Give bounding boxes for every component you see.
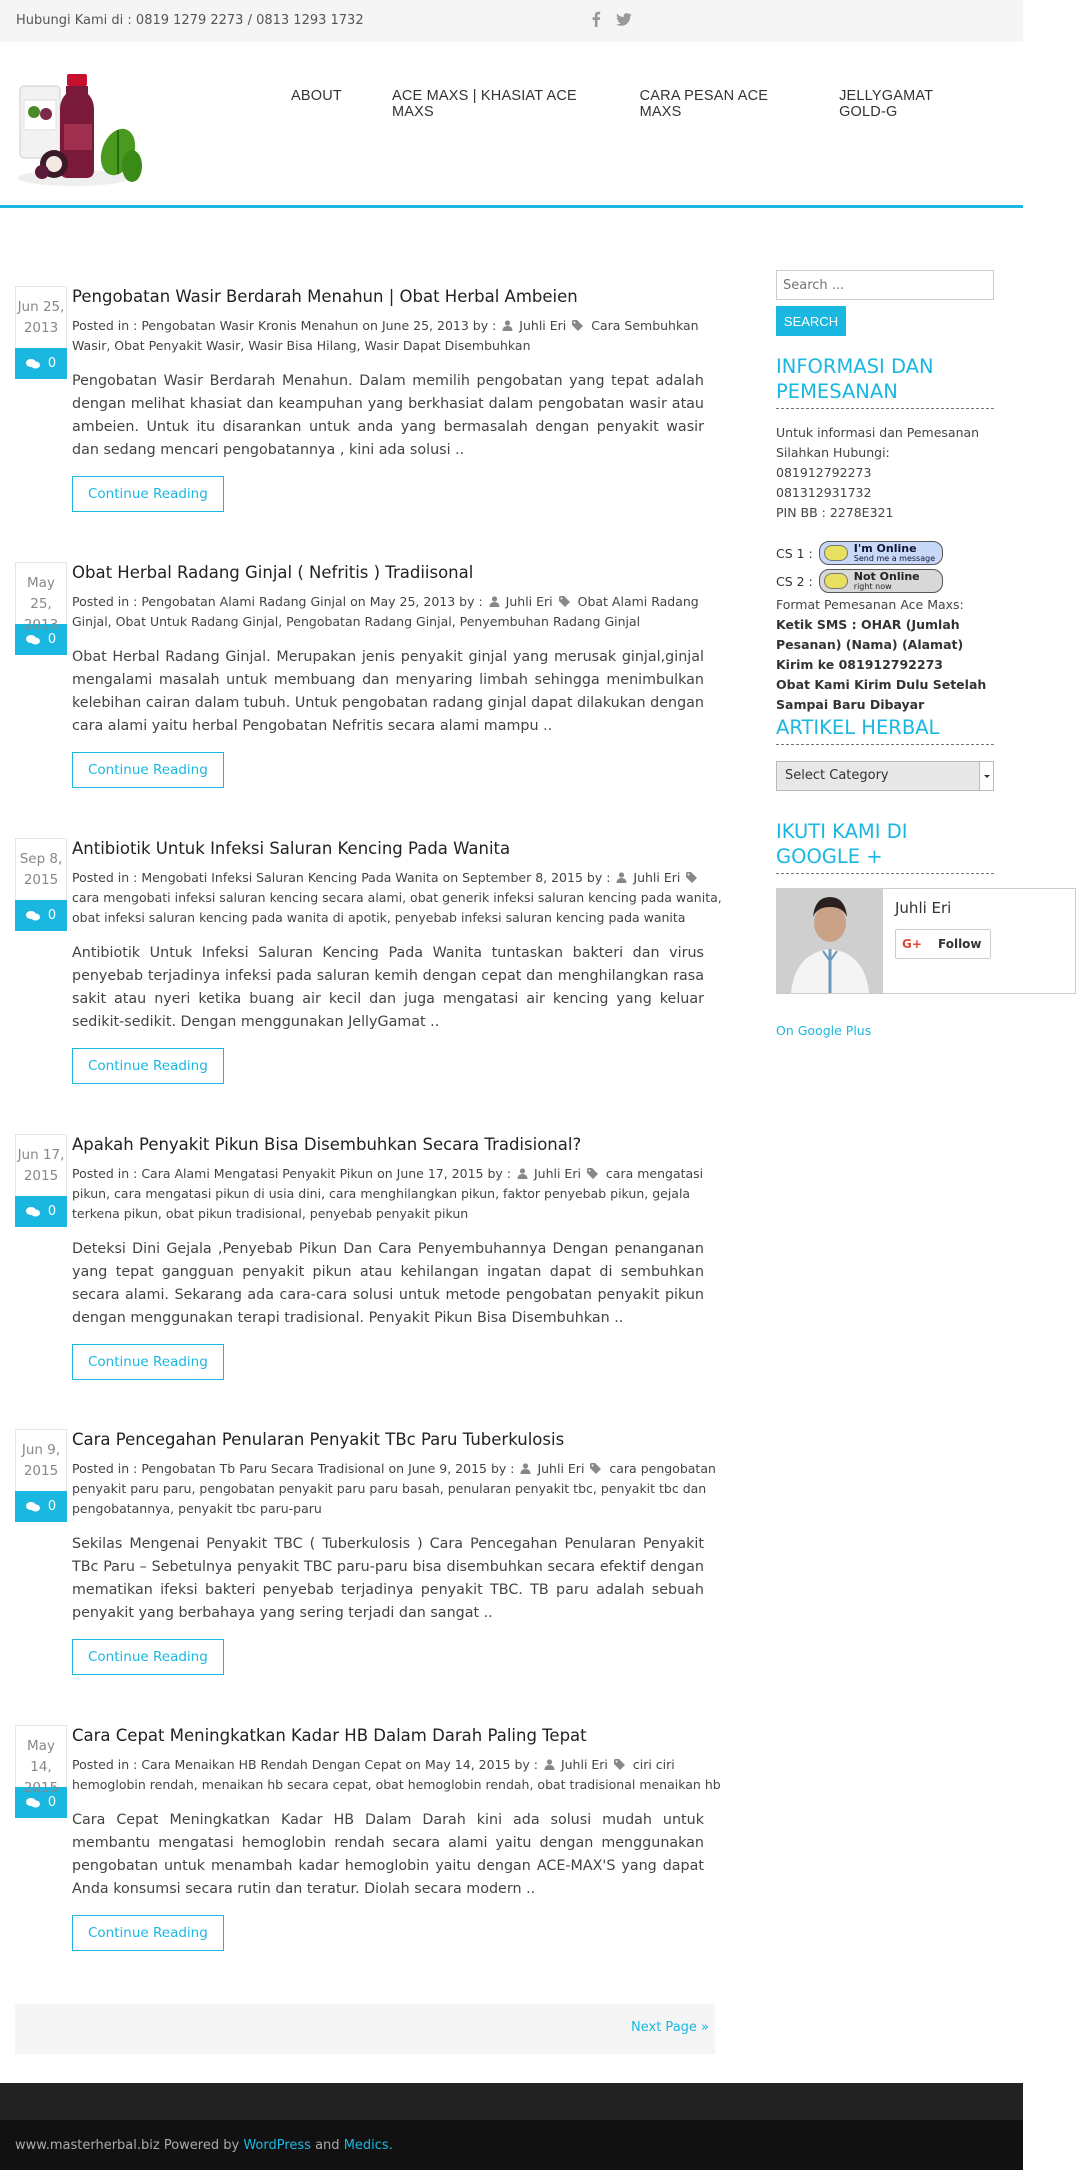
comment-count[interactable]: 0 [15,1491,67,1522]
artikel-widget-title: ARTIKEL HERBAL [776,715,994,745]
footer-credits: www.masterherbal.biz Powered by WordPress and Medics. [15,2138,393,2153]
comment-icon [26,358,40,370]
post-meta: Posted in : Pengobatan Tb Paru Secara Tradisional on June 9, 2015 by : Juhli Eri cara pengobatan penyakit paru paru, pengobatan penyakit paru paru basah, penularan penyakit tbc, penyakit tbc dan pengobatannya, penyakit tbc paru-paru [72,1461,716,1516]
post-excerpt: Deteksi Dini Gejala ,Penyebab Pikun Dan Cara Penyembuhannya Dengan penanganan yang tepat gangguan penyakit pikun atau kehilangan ingatan dapat di sembuhkan secara alami. Sekarang ada cara-cara solusi untuk metode pengobatan penyakit pikun dengan menggunakan terapi tradisional. Penyakit Pikun Bisa Disembuhkan .. [72,1241,704,1326]
user-icon [616,872,627,883]
post-meta: Posted in : Pengobatan Alami Radang Ginjal on May 25, 2013 by : Juhli Eri Obat Alami Radang Ginjal, Obat Untuk Radang Ginjal, Pengobatan Radang Ginjal, Penyembuhan Radang Ginjal [72,594,699,629]
post-date-box [15,1429,67,1522]
comment-icon [26,634,40,646]
avatar [777,889,883,993]
site-footer [0,2120,1023,2170]
post-date: Jun 17, 2015 [15,1134,67,1196]
post-author[interactable]: Juhli Eri [633,870,681,885]
post-tags[interactable]: cara mengatasi pikun, cara mengatasi pikun di usia dini, cara menghilangkan pikun, faktor penyebab pikun, gejala terkena pikun, obat pikun tradisional, penyebab penyakit pikun [72,1166,704,1221]
post-date-box [15,286,67,379]
cs1-row: CS 1 : I'm Online Send me a message [776,541,1076,565]
post-excerpt: Antibiotik Untuk Infeksi Saluran Kencing Pada Wanita tuntaskan bakteri dan virus penyebab terjadinya infeksi pada saluran kemih dengan cepat dan menghilangkan rasa sakit atau nyeri ketika buang air kecil dan juga mengatasi air kencing yang keluar sedikit-sedikit. Dengan menggunakan JellyGamat .. [72,945,704,1030]
post-title[interactable]: Antibiotik Untuk Infeksi Saluran Kencing Pada Wanita [72,839,511,858]
format-title: Format Pemesanan Ace Maxs: [776,597,964,612]
nav-jellygamat[interactable]: JELLYGAMAT GOLD-G [839,88,933,120]
continue-reading-button[interactable]: Continue Reading [72,1048,224,1084]
comment-count[interactable]: 0 [15,1787,67,1818]
user-icon [489,596,500,607]
comment-icon [26,1206,40,1218]
comment-count[interactable]: 0 [15,900,67,931]
tag-icon [590,1463,603,1474]
post-author[interactable]: Juhli Eri [505,594,553,609]
post-title[interactable]: Cara Cepat Meningkatkan Kadar HB Dalam Darah Paling Tepat [72,1726,587,1745]
post-excerpt: Pengobatan Wasir Berdarah Menahun. Dalam memilih pengobatan yang tepat adalah dengan melihat khasiat dan keampuhan yang berkhasiat dalam pengobatan wasir atau ambeien. Untuk itu disarankan untuk anda yang bermasalah dengan penyakit wasir dan sedang mencari pengobatannya , kini ada solusi .. [72,373,704,458]
site-logo[interactable] [14,60,144,188]
site-header [0,42,1023,208]
post-excerpt: Cara Cepat Meningkatkan Kadar HB Dalam Darah kini ada solusi mudah untuk membantu mengatasi hemoglobin rendah secara alami yaitu dengan menggunakan pengobatan untuk menambah kadar hemoglobin yaitu dengan ACE-MAX'S yang dapat Anda konsumsi secara rutin dan teratur. Diolah secara modern .. [72,1812,704,1897]
contact-info: Hubungi Kami di : 0819 1279 2273 / 0813 1293 1732 [16,13,364,28]
post-author[interactable]: Juhli Eri [560,1757,608,1772]
post-author[interactable]: Juhli Eri [533,1166,581,1181]
continue-reading-button[interactable]: Continue Reading [72,476,224,512]
footer-widgets [0,2083,1023,2120]
post-date: May 14, 2015 [15,1725,67,1787]
post-date: Jun 9, 2015 [15,1429,67,1491]
post-tags[interactable]: ciri ciri hemoglobin rendah, menaikan hb secara cepat, obat hemoglobin rendah, obat tradisional menaikan hb [72,1757,721,1792]
gplus-follow-button[interactable]: G+ Follow [895,929,991,959]
info-widget-title: INFORMASI DAN PEMESANAN [776,354,994,409]
continue-reading-button[interactable]: Continue Reading [72,752,224,788]
on-google-plus-link[interactable]: On Google Plus [776,1023,872,1038]
comment-icon [26,910,40,922]
post-date-box [15,1134,67,1227]
post-category[interactable]: Cara Menaikan HB Rendah Dengan Cepat [141,1757,402,1772]
social-links [588,11,632,27]
comment-count[interactable]: 0 [15,348,67,379]
user-icon [544,1759,555,1770]
pagination [15,2004,715,2054]
post-date: May 25, 2013 [15,562,67,624]
post-meta: Posted in : Pengobatan Wasir Kronis Menahun on June 25, 2013 by : Juhli Eri Cara Sembuhkan Wasir, Obat Penyakit Wasir, Wasir Bisa Hilang, Wasir Dapat Disembuhkan [72,318,699,353]
tag-icon [559,596,572,607]
format-text: Ketik SMS : OHAR (Jumlah Pesanan) (Nama) (Alamat) Kirim ke 081912792273 Obat Kami Kirim Dulu Setelah Sampai Baru Dibayar [776,617,987,712]
medics-link[interactable]: Medics. [343,2138,393,2153]
nav-ace-maxs[interactable]: ACE MAXS | KHASIAT ACE MAXS [391,88,577,120]
post-tags[interactable]: Cara Sembuhkan Wasir, Obat Penyakit Wasir, Wasir Bisa Hilang, Wasir Dapat Disembuhkan [72,318,699,353]
category-select[interactable]: Select Category [776,761,994,791]
comment-icon [26,1501,40,1513]
tag-icon [614,1759,627,1770]
comment-icon [26,1797,40,1809]
main-nav [291,88,1023,120]
twitter-icon[interactable] [616,11,632,27]
post-tags[interactable]: Obat Alami Radang Ginjal, Obat Untuk Radang Ginjal, Pengobatan Radang Ginjal, Penyembuhan Radang Ginjal [72,594,699,629]
post-date: Jun 25, 2013 [15,286,67,348]
post-author[interactable]: Juhli Eri [537,1461,585,1476]
post-date-box [15,562,67,655]
post-meta: Posted in : Cara Alami Mengatasi Penyakit Pikun on June 17, 2015 by : Juhli Eri cara mengatasi pikun, cara mengatasi pikun di usia dini, cara menghilangkan pikun, faktor penyebab pikun, gejala terkena pikun, obat pikun tradisional, penyebab penyakit pikun [72,1166,704,1221]
top-bar [0,0,1023,42]
messenger-icon [824,573,848,589]
post-title[interactable]: Cara Pencegahan Penularan Penyakit TBc Paru Tuberkulosis [72,1430,565,1449]
sidebar [776,270,1076,1039]
google-plus-icon: G+ [902,937,922,951]
comment-count[interactable]: 0 [15,1196,67,1227]
user-icon [520,1463,531,1474]
post-category[interactable]: Mengobati Infeksi Saluran Kencing Pada Wanita [141,870,439,885]
continue-reading-button[interactable]: Continue Reading [72,1344,224,1380]
post-date-box [15,838,67,931]
cs2-status-badge[interactable]: Not Online right now [819,569,943,593]
facebook-icon[interactable] [588,11,604,27]
dropdown-arrow-icon [979,762,993,790]
post-tags[interactable]: cara pengobatan penyakit paru paru, pengobatan penyakit paru paru basah, penularan penyakit tbc, penyakit tbc dan pengobatannya, penyakit tbc paru-paru [72,1461,716,1516]
nav-cara-pesan[interactable]: CARA PESAN ACE MAXS [639,88,769,120]
post-title[interactable]: Pengobatan Wasir Berdarah Menahun | Obat Herbal Ambeien [72,287,578,306]
next-page-link[interactable]: Next Page » [631,2020,709,2035]
post-tags[interactable]: cara mengobati infeksi saluran kencing secara alami, obat generik infeksi saluran kencing pada wanita, obat infeksi saluran kencing pada wanita di apotik, penyebab infeksi saluran kencing pada wanita [72,890,722,925]
continue-reading-button[interactable]: Continue Reading [72,1639,224,1675]
wordpress-link[interactable]: WordPress [243,2138,311,2153]
post-category[interactable]: Pengobatan Wasir Kronis Menahun [141,318,359,333]
user-icon [502,320,513,331]
post-meta: Posted in : Cara Menaikan HB Rendah Dengan Cepat on May 14, 2015 by : Juhli Eri ciri ciri hemoglobin rendah, menaikan hb secara cepat, obat hemoglobin rendah, obat tradisional menaikan hb [72,1757,721,1792]
tag-icon [572,320,585,331]
cs2-row: CS 2 : Not Online right now [776,569,1076,593]
post-author[interactable]: Juhli Eri [519,318,567,333]
post-date: Sep 8, 2015 [15,838,67,900]
post-excerpt: Sekilas Mengenai Penyakit TBC ( Tuberkulosis ) Cara Pencegahan Penularan Penyakit TBc Paru – Sebetulnya penyakit TBC paru-paru bisa disembuhkan secara efektif dengan mematikan ifeksi bakteri penyebab terjadinya penyakit TBC. TB paru adalah sebuah penyakit yang berbahaya yang sering terjadi dan sangat .. [72,1536,704,1621]
post-category[interactable]: Cara Alami Mengatasi Penyakit Pikun [141,1166,374,1181]
nav-about[interactable]: ABOUT [291,88,342,104]
post-title[interactable]: Apakah Penyakit Pikun Bisa Disembuhkan Secara Tradisional? [72,1135,582,1154]
search-button[interactable]: SEARCH [776,306,846,336]
continue-reading-button[interactable]: Continue Reading [72,1915,224,1951]
comment-count[interactable]: 0 [15,624,67,655]
user-icon [517,1168,528,1179]
post-excerpt: Obat Herbal Radang Ginjal. Merupakan jenis penyakit ginjal yang merusak ginjal,ginjal mengalami masalah untuk membuang dan menyaring limbah sehingga menimbulkan kelebihan cairan dalam tubuh. Untuk pengobatan radang ginjal dapat dilakukan dengan cara alami yaitu herbal Pengobatan Nefritis secara alami mampu .. [72,649,704,734]
tag-icon [587,1168,600,1179]
google-widget-title: IKUTI KAMI DI GOOGLE + [776,819,994,874]
post-category[interactable]: Pengobatan Tb Paru Secara Tradisional [141,1461,385,1476]
cs1-status-badge[interactable]: I'm Online Send me a message [819,541,943,565]
google-plus-card [776,888,1076,994]
info-lines: Untuk informasi dan Pemesanan Silahkan Hubungi: 081912792273 081312931732 PIN BB : 2278E321 [776,425,980,520]
search-input[interactable] [776,270,994,300]
post-category[interactable]: Pengobatan Alami Radang Ginjal [141,594,347,609]
post-meta: Posted in : Mengobati Infeksi Saluran Kencing Pada Wanita on September 8, 2015 by : Juhli Eri cara mengobati infeksi saluran kencing secara alami, obat generik infeksi saluran kencing pada wanita, obat infeksi saluran kencing pada wanita di apotik, penyebab infeksi saluran kencing pada wanita [72,870,722,925]
messenger-icon [824,545,848,561]
gplus-name[interactable]: Juhli Eri [895,899,952,917]
tag-icon [686,872,699,883]
post-date-box [15,1725,67,1818]
post-title[interactable]: Obat Herbal Radang Ginjal ( Nefritis ) Tradiisonal [72,563,474,582]
